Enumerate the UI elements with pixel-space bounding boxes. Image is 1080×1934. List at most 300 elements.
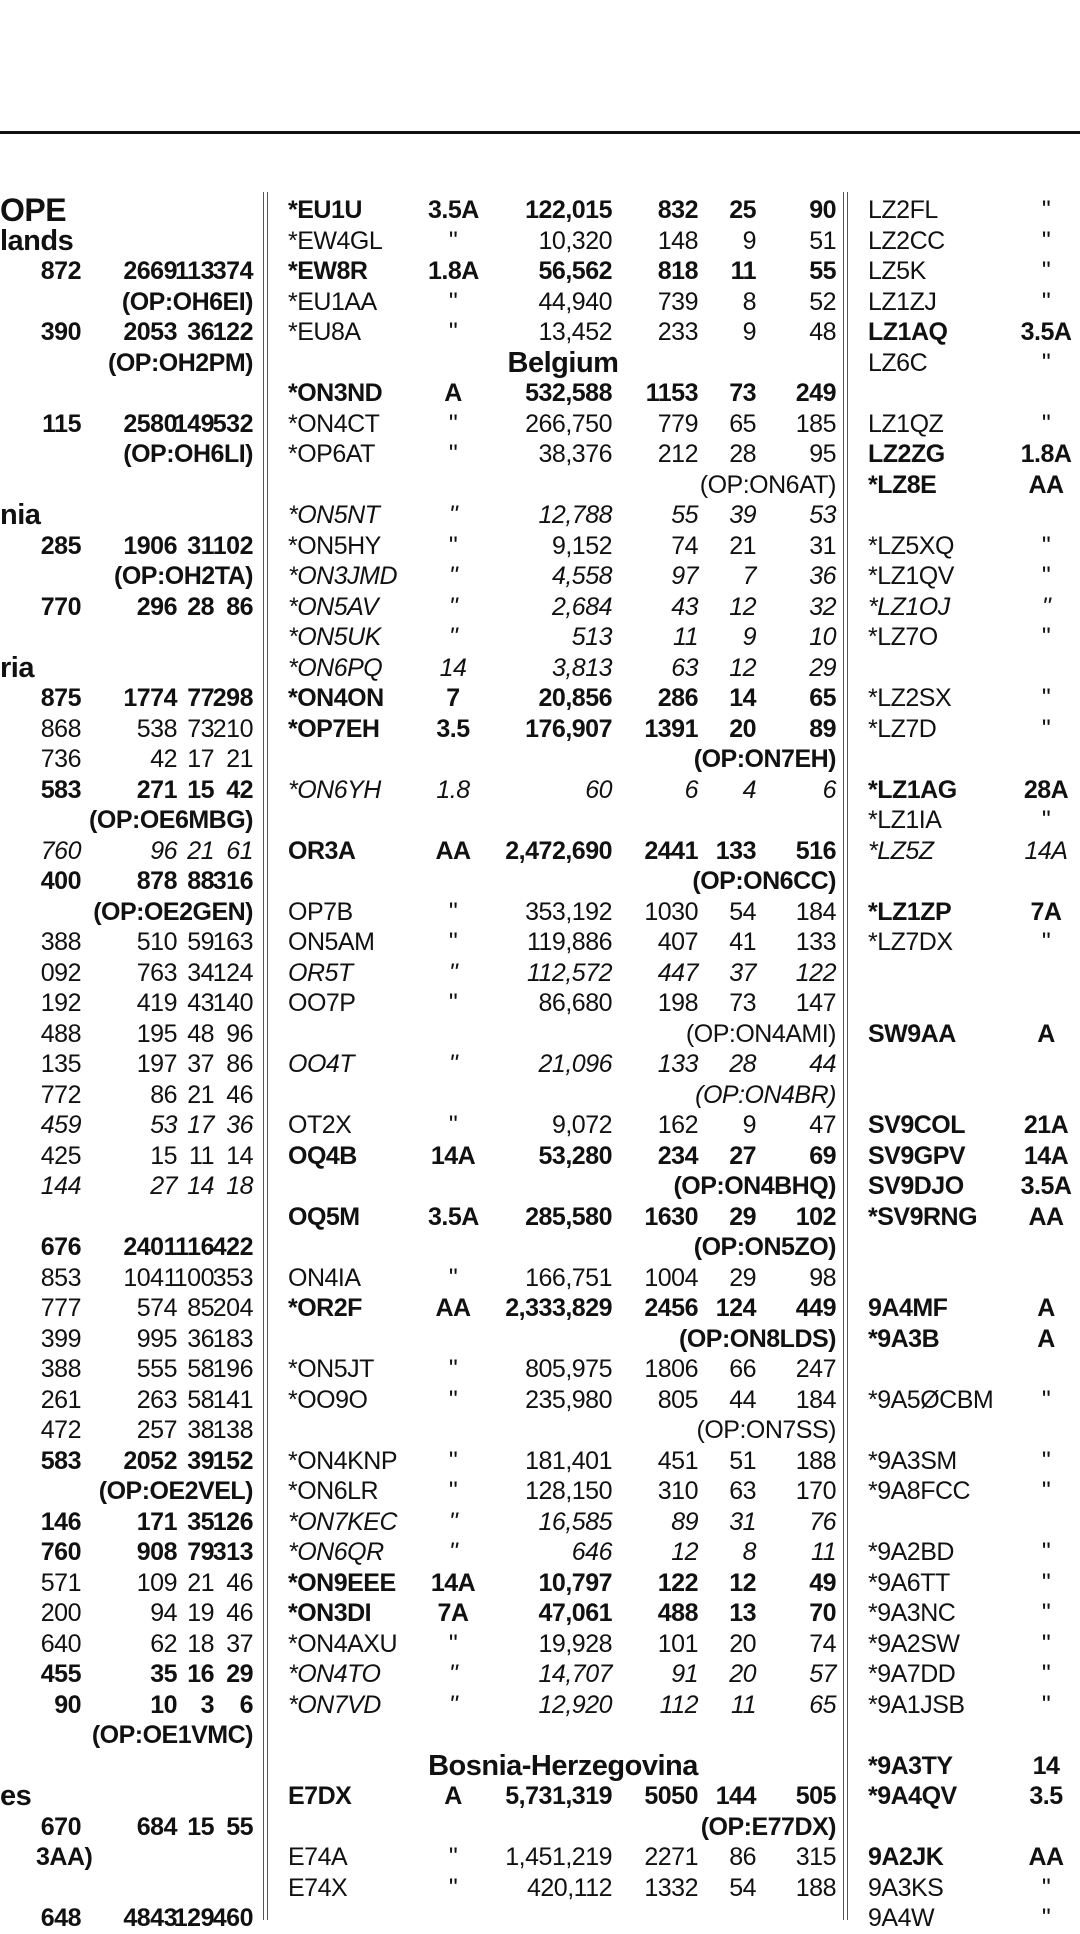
- table-row: [868, 1110, 1080, 1141]
- mults-cell: 184: [795, 897, 836, 926]
- zones-cell: 19: [187, 1599, 214, 1627]
- qso-cell: 15: [150, 1141, 177, 1170]
- mults-cell: 65: [809, 1690, 836, 1719]
- mults-cell: 74: [809, 1629, 836, 1658]
- zones-cell: 39: [187, 1446, 214, 1475]
- score-cell: 646: [571, 1538, 612, 1566]
- qso-cell: 122: [657, 1568, 698, 1597]
- qso-cell: 779: [657, 409, 698, 438]
- qso-cell: 995: [136, 1324, 177, 1353]
- zones-cell: 34: [187, 958, 214, 987]
- operator-note: (OP:OH2TA): [114, 562, 253, 590]
- callsign-cell: *EW4GL: [288, 226, 383, 255]
- mults-cell: 138: [212, 1416, 253, 1444]
- class-cell: 21A: [1023, 1111, 1069, 1139]
- class-cell: ": [1041, 623, 1051, 651]
- table-row: [0, 1446, 265, 1477]
- score-cell: 192: [40, 989, 81, 1017]
- zones-cell: 21: [187, 1080, 214, 1109]
- callsign-cell: *ON6PQ: [288, 653, 383, 682]
- country-heading: ria: [0, 652, 34, 683]
- table-row: [288, 1141, 838, 1172]
- table-row: [288, 714, 838, 745]
- class-cell: 14A: [1023, 1141, 1069, 1170]
- callsign-cell: *9A6TT: [868, 1568, 950, 1597]
- zones-cell: 28: [187, 592, 214, 621]
- score-cell: 420,112: [526, 1873, 612, 1902]
- callsign-cell: OT2X: [288, 1111, 352, 1139]
- table-row: [0, 1263, 265, 1294]
- mults-cell: 6: [822, 775, 836, 804]
- zones-cell: 28: [729, 440, 756, 468]
- table-row: [868, 1842, 1080, 1873]
- qso-cell: 63: [671, 653, 698, 682]
- class-cell: 14A: [430, 1568, 476, 1597]
- qso-cell: 171: [136, 1507, 177, 1536]
- table-row: [288, 409, 838, 440]
- class-cell: 14A: [430, 1141, 476, 1170]
- score-cell: 583: [40, 775, 81, 804]
- table-row: [868, 1019, 1080, 1050]
- score-cell: 2,333,829: [505, 1294, 612, 1322]
- mults-cell: 96: [226, 1019, 253, 1048]
- table-row: [288, 1690, 838, 1721]
- class-cell: ": [448, 287, 458, 316]
- zones-cell: 13: [729, 1599, 756, 1627]
- mults-cell: 313: [212, 1538, 253, 1566]
- table-row: [868, 1385, 1080, 1416]
- zones-cell: 51: [729, 1446, 756, 1475]
- qso-cell: 2456: [644, 1294, 698, 1322]
- mults-cell: 65: [809, 684, 836, 712]
- class-cell: ": [448, 318, 458, 346]
- table-row: [868, 1141, 1080, 1172]
- operator-note: 3AA): [36, 1843, 93, 1871]
- mults-cell: 10: [809, 623, 836, 651]
- callsign-cell: 9A2JK: [868, 1843, 944, 1871]
- qso-cell: 2052: [123, 1446, 177, 1475]
- table-row: [868, 1293, 1080, 1324]
- score-cell: 14,707: [538, 1660, 612, 1688]
- qso-cell: 832: [657, 196, 698, 224]
- class-cell: ": [448, 1660, 458, 1688]
- mults-cell: 42: [226, 775, 253, 804]
- class-cell: ": [448, 1446, 458, 1475]
- score-cell: 146: [40, 1507, 81, 1536]
- zones-cell: 79: [187, 1538, 214, 1566]
- score-cell: 176,907: [525, 714, 612, 743]
- table-row: [0, 1324, 265, 1355]
- callsign-cell: *EU8A: [288, 318, 361, 346]
- table-row: [868, 348, 1080, 379]
- zones-cell: 113: [175, 257, 214, 285]
- callsign-cell: *9A3TY: [868, 1751, 953, 1780]
- class-cell: ": [1041, 1599, 1051, 1627]
- mults-cell: 460: [212, 1904, 253, 1932]
- mults-cell: 32: [809, 592, 836, 621]
- qso-cell: 1630: [644, 1202, 698, 1231]
- class-cell: ": [448, 1050, 458, 1078]
- mults-cell: 44: [809, 1050, 836, 1078]
- score-cell: 10,320: [538, 226, 612, 255]
- qso-cell: 233: [657, 318, 698, 346]
- table-row: [868, 317, 1080, 348]
- table-row: [288, 1842, 838, 1873]
- class-cell: ": [1041, 226, 1051, 255]
- qso-cell: 2441: [644, 836, 698, 865]
- zones-cell: 8: [742, 287, 756, 316]
- qso-cell: 62: [150, 1629, 177, 1658]
- class-cell: ": [448, 562, 458, 590]
- spacer-row: [868, 653, 1080, 684]
- qso-cell: 574: [136, 1294, 177, 1322]
- callsign-cell: OQ5M: [288, 1202, 360, 1231]
- callsign-cell: *ON4AXU: [288, 1629, 398, 1658]
- spacer-row: [0, 378, 265, 409]
- qso-cell: 55: [671, 501, 698, 529]
- spacer-row: [868, 1812, 1080, 1843]
- class-cell: ": [448, 592, 458, 621]
- callsign-cell: OO7P: [288, 989, 356, 1017]
- mults-cell: 21: [226, 745, 253, 773]
- callsign-cell: *LZ5XQ: [868, 531, 954, 560]
- callsign-cell: LZ2ZG: [868, 440, 945, 468]
- callsign-cell: *ON6YH: [288, 775, 381, 804]
- class-cell: ": [448, 1111, 458, 1139]
- score-cell: 285: [40, 531, 81, 560]
- zones-cell: 17: [187, 1111, 214, 1139]
- callsign-cell: *ON4TO: [288, 1660, 381, 1688]
- qso-cell: 2053: [123, 318, 177, 346]
- callsign-cell: *ON6LR: [288, 1477, 379, 1505]
- score-cell: 2,472,690: [505, 836, 612, 865]
- table-row: [288, 500, 838, 531]
- operator-note: (OP:OH6EI): [121, 287, 253, 316]
- zones-cell: 36: [187, 1324, 214, 1353]
- table-row: [288, 1873, 838, 1904]
- table-row: [0, 1385, 265, 1416]
- score-cell: 47,061: [538, 1599, 612, 1627]
- operator-note: (OP:OH2PM): [108, 348, 253, 377]
- table-row: [0, 683, 265, 714]
- table-row: [288, 683, 838, 714]
- spacer-row: [868, 866, 1080, 897]
- callsign-cell: *9A4QV: [868, 1782, 957, 1810]
- qso-cell: 488: [657, 1599, 698, 1627]
- mults-cell: 188: [795, 1446, 836, 1475]
- class-cell: ": [1041, 1904, 1051, 1932]
- callsign-cell: *ON3ND: [288, 379, 383, 407]
- table-row: [0, 1110, 265, 1141]
- score-cell: 16,585: [538, 1507, 612, 1536]
- qso-cell: 10: [150, 1690, 177, 1719]
- country-heading: Bosnia-Herzegovina: [428, 1749, 698, 1782]
- mults-cell: 98: [809, 1263, 836, 1292]
- class-cell: 3.5: [436, 714, 470, 743]
- mults-cell: 53: [809, 501, 836, 529]
- zones-cell: 8: [742, 1538, 756, 1566]
- table-row: [0, 1049, 265, 1080]
- section-heading: OPE: [0, 195, 67, 226]
- class-cell: ": [1041, 806, 1051, 834]
- mults-cell: 52: [809, 287, 836, 316]
- callsign-cell: *ON5UK: [288, 623, 381, 651]
- zones-cell: 9: [742, 318, 756, 346]
- table-row: [288, 561, 838, 592]
- mults-cell: 18: [226, 1172, 253, 1200]
- score-cell: 772: [40, 1080, 81, 1109]
- mults-cell: 124: [212, 958, 253, 987]
- score-cell: 261: [40, 1385, 81, 1414]
- table-row: [288, 1293, 838, 1324]
- table-row: [288, 1598, 838, 1629]
- qso-cell: 1391: [644, 714, 698, 743]
- class-cell: ": [448, 1507, 458, 1536]
- score-cell: 571: [40, 1568, 81, 1597]
- callsign-cell: *ON4KNP: [288, 1446, 398, 1475]
- score-cell: 285,580: [525, 1202, 612, 1231]
- class-cell: 3.5A: [1020, 1172, 1072, 1200]
- qso-cell: 4843: [123, 1904, 177, 1932]
- qso-cell: 538: [136, 714, 177, 743]
- table-row: [0, 1903, 265, 1934]
- qso-cell: 133: [657, 1050, 698, 1078]
- mults-cell: 422: [212, 1233, 253, 1261]
- mults-cell: 86: [226, 592, 253, 621]
- qso-cell: 510: [136, 928, 177, 956]
- qso-cell: 2271: [644, 1843, 698, 1871]
- qso-cell: 96: [150, 836, 177, 865]
- score-cell: 128,150: [525, 1477, 612, 1505]
- callsign-cell: *OP6AT: [288, 440, 375, 468]
- qso-cell: 763: [136, 958, 177, 987]
- mults-cell: 29: [226, 1660, 253, 1688]
- class-cell: ": [448, 440, 458, 468]
- mults-cell: 353: [212, 1263, 253, 1292]
- table-row: [288, 1537, 838, 1568]
- qso-cell: 451: [657, 1446, 698, 1475]
- callsign-cell: *ON5NT: [288, 501, 380, 529]
- operator-note: (OP:ON5ZO): [693, 1233, 836, 1261]
- callsign-cell: 9A3KS: [868, 1873, 944, 1902]
- table-row: [288, 622, 838, 653]
- operator-note: (OP:ON8LDS): [679, 1324, 836, 1353]
- callsign-cell: *EU1U: [288, 196, 362, 224]
- score-cell: 388: [40, 1355, 81, 1383]
- callsign-cell: *LZ1AG: [868, 775, 957, 804]
- qso-cell: 310: [657, 1477, 698, 1505]
- zones-cell: 149: [173, 409, 214, 438]
- callsign-cell: OP7B: [288, 897, 353, 926]
- mults-cell: 516: [795, 836, 836, 865]
- class-cell: ": [1041, 1477, 1051, 1505]
- mults-cell: 89: [809, 714, 836, 743]
- table-row: [868, 561, 1080, 592]
- mults-cell: 122: [212, 318, 253, 346]
- zones-cell: 38: [187, 1416, 214, 1444]
- table-row: [868, 1903, 1080, 1934]
- spacer-row: [288, 805, 838, 836]
- mults-cell: 102: [212, 531, 253, 560]
- table-row: [0, 531, 265, 562]
- score-cell: 122,015: [525, 196, 612, 224]
- country-heading: Belgium: [507, 346, 619, 379]
- table-row: [288, 1781, 838, 1812]
- zones-cell: 9: [742, 1111, 756, 1139]
- zones-cell: 65: [729, 409, 756, 438]
- score-cell: 459: [40, 1111, 81, 1139]
- class-cell: AA: [1028, 1843, 1064, 1871]
- class-cell: 1.8A: [1020, 440, 1072, 468]
- callsign-cell: *SV9RNG: [868, 1202, 978, 1231]
- table-row: [288, 1354, 838, 1385]
- table-row: [288, 958, 838, 989]
- operator-note: (OP:OE6MBG): [89, 806, 253, 834]
- callsign-cell: ON5AM: [288, 928, 375, 956]
- zones-cell: 15: [187, 1812, 214, 1841]
- callsign-cell: SV9DJO: [868, 1172, 964, 1200]
- callsign-cell: *LZ1OJ: [868, 592, 950, 621]
- score-cell: 760: [40, 1538, 81, 1566]
- qso-cell: 1806: [644, 1355, 698, 1383]
- class-cell: A: [1037, 1019, 1055, 1048]
- mults-cell: 76: [809, 1507, 836, 1536]
- callsign-cell: *9A7DD: [868, 1660, 956, 1688]
- table-row: [0, 1354, 265, 1385]
- class-cell: ": [448, 1477, 458, 1505]
- callsign-cell: *ON3DI: [288, 1599, 372, 1627]
- spacer-row: [868, 1049, 1080, 1080]
- mults-cell: 183: [212, 1324, 253, 1353]
- spacer-row: [868, 1263, 1080, 1294]
- table-row: [0, 866, 265, 897]
- table-row: [288, 1446, 838, 1477]
- qso-cell: 296: [136, 592, 177, 621]
- table-row: [0, 1598, 265, 1629]
- country-heading: nia: [0, 500, 41, 531]
- zones-cell: 44: [729, 1385, 756, 1414]
- callsign-cell: LZ1QZ: [868, 409, 944, 438]
- callsign-cell: *9A3NC: [868, 1599, 956, 1627]
- mults-cell: 6: [239, 1690, 253, 1719]
- score-cell: 648: [40, 1904, 81, 1932]
- spacer-row: [868, 500, 1080, 531]
- callsign-cell: *9A8FCC: [868, 1477, 971, 1505]
- mults-cell: 204: [212, 1294, 253, 1322]
- score-cell: 670: [40, 1812, 81, 1841]
- zones-cell: 41: [729, 928, 756, 956]
- qso-cell: 1906: [123, 531, 177, 560]
- callsign-cell: *ON5AV: [288, 592, 379, 621]
- table-row: [868, 531, 1080, 562]
- score-cell: 9,072: [551, 1111, 612, 1139]
- spacer-row: [868, 1232, 1080, 1263]
- callsign-cell: *LZ7DX: [868, 928, 953, 956]
- mults-cell: 36: [226, 1111, 253, 1139]
- class-cell: A: [444, 379, 462, 407]
- qso-cell: 74: [671, 531, 698, 560]
- zones-cell: 21: [729, 531, 756, 560]
- mults-cell: 188: [795, 1873, 836, 1902]
- operator-note: (OP:OE1VMC): [91, 1721, 253, 1749]
- qso-cell: 89: [671, 1507, 698, 1536]
- class-cell: ": [448, 226, 458, 255]
- callsign-cell: *ON5HY: [288, 531, 381, 560]
- score-cell: 488: [40, 1019, 81, 1048]
- table-row: [868, 592, 1080, 623]
- mults-cell: 61: [226, 836, 253, 865]
- zones-cell: 59: [187, 928, 214, 956]
- table-row: [0, 1629, 265, 1660]
- mults-cell: 29: [809, 653, 836, 682]
- mults-cell: 532: [212, 409, 253, 438]
- country-heading: es: [0, 1781, 32, 1812]
- callsign-cell: *LZ1IA: [868, 806, 942, 834]
- table-row: [0, 592, 265, 623]
- zones-cell: 37: [187, 1050, 214, 1078]
- mults-cell: 70: [809, 1599, 836, 1627]
- score-cell: 144: [40, 1172, 81, 1200]
- qso-cell: 878: [136, 867, 177, 895]
- zones-cell: 58: [187, 1355, 214, 1383]
- score-cell: 875: [40, 684, 81, 712]
- mults-cell: 11: [811, 1538, 836, 1566]
- zones-cell: 39: [729, 501, 756, 529]
- score-cell: 425: [40, 1141, 81, 1170]
- score-cell: 90: [54, 1690, 81, 1719]
- qso-cell: 12: [671, 1538, 698, 1566]
- zones-cell: 15: [187, 775, 214, 804]
- qso-cell: 908: [136, 1538, 177, 1566]
- callsign-cell: SV9GPV: [868, 1141, 966, 1170]
- table-row: [868, 1751, 1080, 1782]
- class-cell: ": [1041, 592, 1051, 621]
- zones-cell: 100: [173, 1263, 214, 1292]
- score-cell: 119,886: [526, 928, 612, 956]
- table-row: [0, 1080, 265, 1111]
- score-cell: 115: [42, 409, 81, 438]
- class-cell: ": [448, 989, 458, 1017]
- spacer-row: [868, 1415, 1080, 1446]
- qso-cell: 818: [657, 257, 698, 285]
- score-cell: 853: [40, 1263, 81, 1292]
- operator-note: (OP:ON4AMI): [685, 1019, 836, 1048]
- zones-cell: 54: [729, 1873, 756, 1902]
- class-cell: ": [1041, 1538, 1051, 1566]
- operator-note: (OP:OE2GEN): [93, 897, 253, 926]
- table-row: [288, 195, 838, 226]
- mults-cell: 46: [226, 1080, 253, 1109]
- table-row: [868, 1781, 1080, 1812]
- qso-cell: 148: [657, 226, 698, 255]
- table-row: [868, 470, 1080, 501]
- results-column-1: [0, 195, 265, 1934]
- table-row: [0, 775, 265, 806]
- table-row: [288, 927, 838, 958]
- zones-cell: 88: [187, 867, 214, 895]
- class-cell: ": [1041, 1568, 1051, 1597]
- callsign-cell: LZ1ZJ: [868, 287, 937, 316]
- mults-cell: 298: [212, 684, 253, 712]
- mults-cell: 55: [809, 257, 836, 285]
- mults-cell: 249: [795, 379, 836, 407]
- qso-cell: 555: [136, 1355, 177, 1383]
- table-row: [0, 1507, 265, 1538]
- callsign-cell: OR5T: [288, 958, 353, 987]
- callsign-cell: *ON4CT: [288, 409, 380, 438]
- score-cell: 266,750: [525, 409, 612, 438]
- callsign-cell: *ON3JMD: [288, 562, 398, 590]
